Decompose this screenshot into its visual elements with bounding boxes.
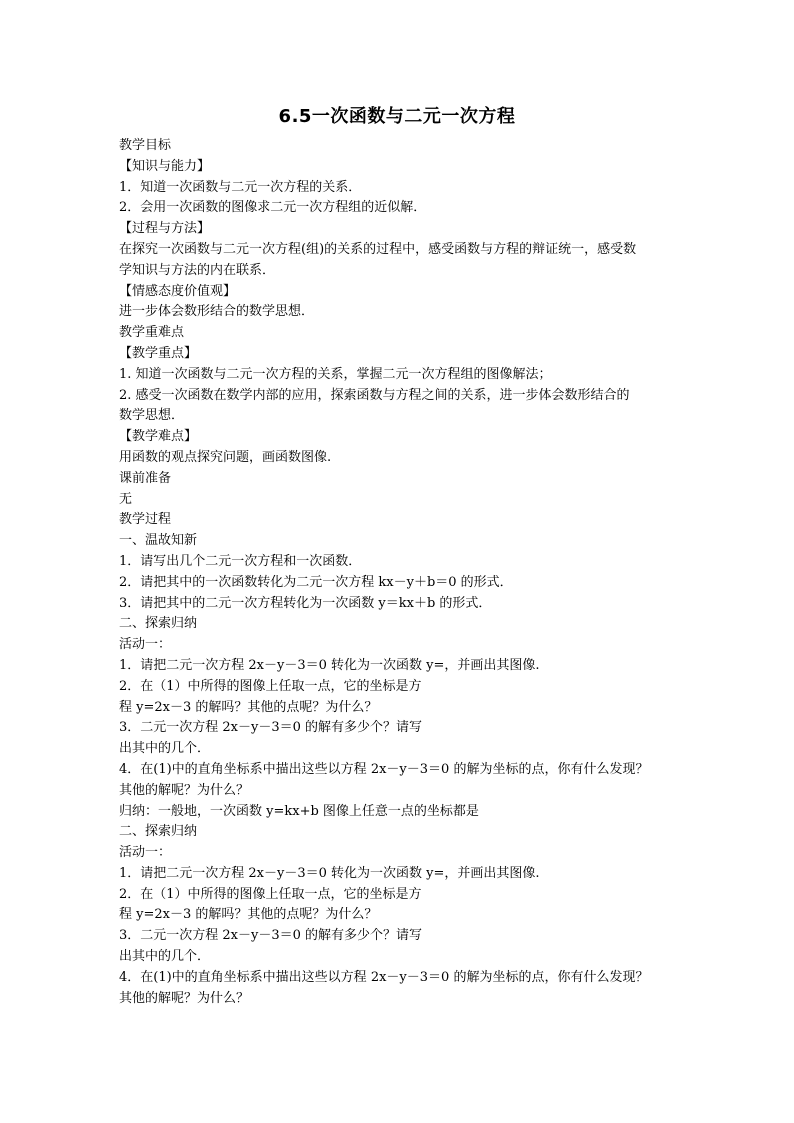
text-line: 【过程与方法】 [119,221,211,237]
text-line: 出其中的几个． [119,949,211,965]
text-line: 2. 感受一次函数在数学内部的应用，探索函数与方程之间的关系，进一步体会数形结合的 [119,387,630,403]
text-line: 4．在(1)中的直角坐标系中描出这些以方程 2x－y－3＝0 的解为坐标的点，你有什么发现？ [119,761,649,777]
text-line: 其他的解呢？为什么？ [119,782,250,798]
text-line: 1．请把二元一次方程 2x－y－3＝0 转化为一次函数 y=，并画出其图像. [119,657,540,673]
text-line: 二、探索归纳 [119,616,198,632]
text-line: 4．在(1)中的直角坐标系中描出这些以方程 2x－y－3＝0 的解为坐标的点，你有什么发现？ [119,969,649,985]
text-line: 2．会用一次函数的图像求二元一次方程组的近似解． [119,200,427,216]
text-line: 进一步体会数形结合的数学思想． [119,304,315,320]
text-line: 1．知道一次函数与二元一次方程的关系． [119,179,362,195]
text-line: 【教学重点】 [119,345,198,361]
text-line: 3．二元一次方程 2x－y－3＝0 的解有多少个？请写 [119,720,423,736]
text-line: 出其中的几个． [119,741,211,757]
text-line: 课前准备 [119,470,172,486]
text-line: 【情感态度价值观】 [119,283,237,299]
text-line: 3．二元一次方程 2x－y－3＝0 的解有多少个？请写 [119,928,423,944]
text-line: 一、温故知新 [119,533,198,549]
text-line: 2．请把其中的一次函数转化为二元一次方程 kx－y＋b＝0 的形式． [119,574,513,590]
text-line: 活动一： [119,637,172,653]
text-line: 教学过程 [119,512,172,528]
text-line: 二、探索归纳 [119,824,198,840]
text-line: 1．请写出几个二元一次方程和一次函数． [119,553,362,569]
text-line: 2．在（1）中所得的图像上任取一点，它的坐标是方 [119,886,422,902]
text-line: 1．请把二元一次方程 2x－y－3＝0 转化为一次函数 y=，并画出其图像. [119,865,540,881]
text-line: 活动一： [119,845,172,861]
text-line: 其他的解呢？为什么？ [119,990,250,1006]
text-line: 程 y=2x－3 的解吗？其他的点呢？为什么？ [119,907,378,923]
text-line: 在探究一次函数与二元一次方程(组)的关系的过程中，感受函数与方程的辩证统一，感受数 [119,241,637,257]
document-body [119,136,689,1009]
text-line: 2．在（1）中所得的图像上任取一点，它的坐标是方 [119,678,422,694]
text-line: 学知识与方法的内在联系． [119,262,276,278]
text-line: 归纳：一般地，一次函数 y=kx+b 图像上任意一点的坐标都是 [119,803,479,819]
text-line: 用函数的观点探究问题，画函数图像. [119,449,332,465]
page-title: 6.5一次函数与二元一次方程 [278,106,516,127]
text-line: 教学目标 [119,138,172,153]
text-line: 数学思想． [119,408,185,424]
text-line: 无 [119,491,133,507]
text-line: 程 y=2x－3 的解吗？其他的点呢？为什么？ [119,699,378,715]
text-line: 【知识与能力】 [119,158,211,174]
text-line: 【教学难点】 [119,429,198,445]
text-line: 1. 知道一次函数与二元一次方程的关系，掌握二元一次方程组的图像解法； [119,366,552,382]
text-line: 教学重难点 [119,325,185,341]
text-line: 3．请把其中的二元一次方程转化为一次函数 y＝kx＋b 的形式． [119,595,492,611]
